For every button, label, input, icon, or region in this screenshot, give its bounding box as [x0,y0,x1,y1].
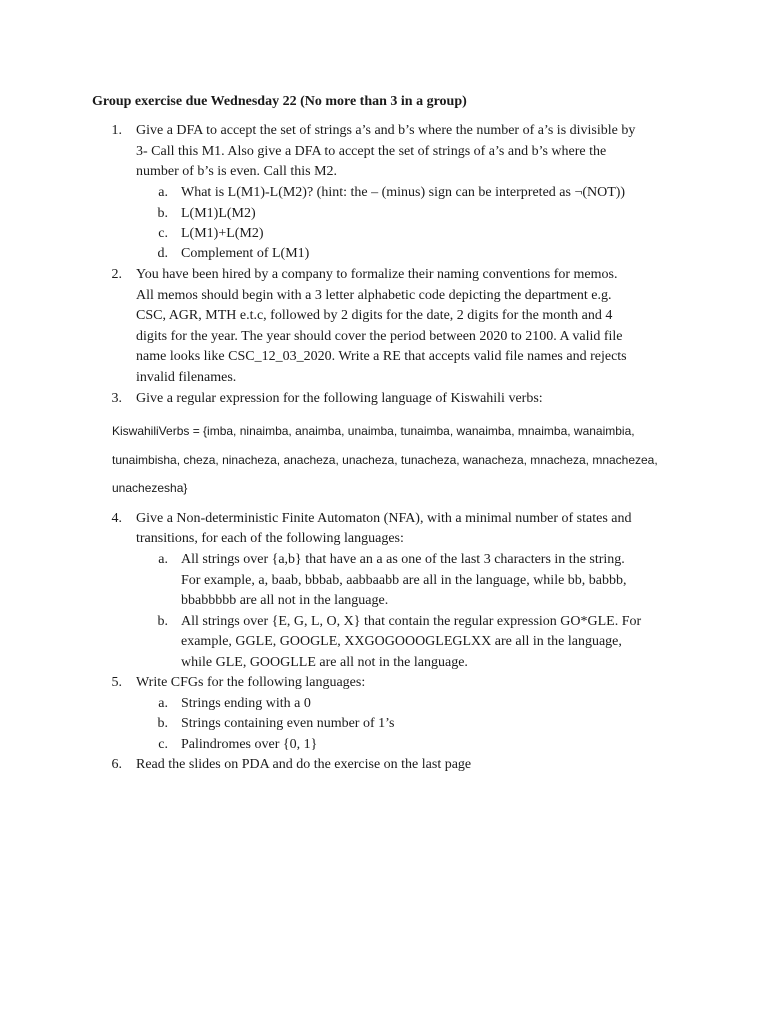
q4-line: Give a Non-deterministic Finite Automaton (NFA), with a minimal number of states and [136,511,632,526]
q4-sub-line: All strings over {E, G, L, O, X} that contain the regular expression GO*GLE. For [181,614,642,629]
q4-sub-label: a. [158,552,168,567]
q3-line: Give a regular expression for the following language of Kiswahili verbs: [136,391,543,406]
q5-sub-label: c. [158,737,168,752]
q1-sub-label: d. [157,246,168,261]
q5-sub-label: b. [157,716,168,731]
q1-line: number of b’s is even. Call this M2. [136,164,338,179]
q1-sub-text: What is L(M1)-L(M2)? (hint: the – (minus) sign can be interpreted as ¬(NOT)) [181,185,626,200]
page-title: Group exercise due Wednesday 22 (No more than 3 in a group) [92,94,467,109]
q2-line: All memos should begin with a 3 letter alphabetic code depicting the department e.g. [136,288,612,303]
q1-line: Give a DFA to accept the set of strings a’s and b’s where the number of a’s is divisible by [136,123,636,138]
q2-number: 2. [111,267,122,282]
q4-sub-label: b. [157,614,168,629]
q1-sub-label: c. [158,226,168,241]
q1-sub-text: Complement of L(M1) [181,246,310,261]
verbs-line: KiswahiliVerbs = {imba, ninaimba, anaimba, unaimba, tunaimba, wanaimba, mnaimba, wanaimbia, [112,424,635,438]
q1-number: 1. [111,123,122,138]
q1-line: 3- Call this M1. Also give a DFA to accept the set of strings of a’s and b’s where the [136,144,607,159]
q5-number: 5. [111,675,122,690]
q5-sub-label: a. [158,696,168,711]
q5-sub-text: Strings containing even number of 1’s [181,716,395,731]
q1-sub-text: L(M1)+L(M2) [181,226,264,241]
q5-sub-text: Strings ending with a 0 [181,696,311,711]
q1-sub-label: a. [158,185,168,200]
q2-line: digits for the year. The year should cover the period between 2020 to 2100. A valid file [136,329,623,344]
q3-number: 3. [111,391,122,406]
q1-sub-label: b. [157,206,168,221]
q4-number: 4. [111,511,122,526]
q4-sub-line: while GLE, GOOGLLE are all not in the language. [181,655,468,670]
q2-line: You have been hired by a company to formalize their naming conventions for memos. [136,267,618,282]
q2-line: name looks like CSC_12_03_2020. Write a RE that accepts valid file names and rejects [136,349,627,364]
q4-line: transitions, for each of the following languages: [136,531,404,546]
q5-sub-text: Palindromes over {0, 1} [181,737,318,752]
verbs-line: tunaimbisha, cheza, ninacheza, anacheza, unacheza, tunacheza, wanacheza, mnacheza, mnachezea, [112,453,658,467]
q5-line: Write CFGs for the following languages: [136,675,366,690]
verbs-line: unachezesha} [112,481,188,495]
q4-sub-line: bbabbbbb are all not in the language. [181,593,389,608]
q6-line: Read the slides on PDA and do the exercise on the last page [136,757,472,772]
q2-line: invalid filenames. [136,370,237,385]
q4-sub-line: example, GGLE, GOOGLE, XXGOGOOOGLEGLXX are all in the language, [181,634,622,649]
q1-sub-text: L(M1)L(M2) [181,206,256,221]
q4-sub-line: For example, a, baab, bbbab, aabbaabb are all in the language, while bb, babbb, [181,573,627,588]
q6-number: 6. [111,757,122,772]
q2-line: CSC, AGR, MTH e.t.c, followed by 2 digits for the date, 2 digits for the month and 4 [136,308,613,323]
q4-sub-line: All strings over {a,b} that have an a as one of the last 3 characters in the string. [181,552,625,567]
